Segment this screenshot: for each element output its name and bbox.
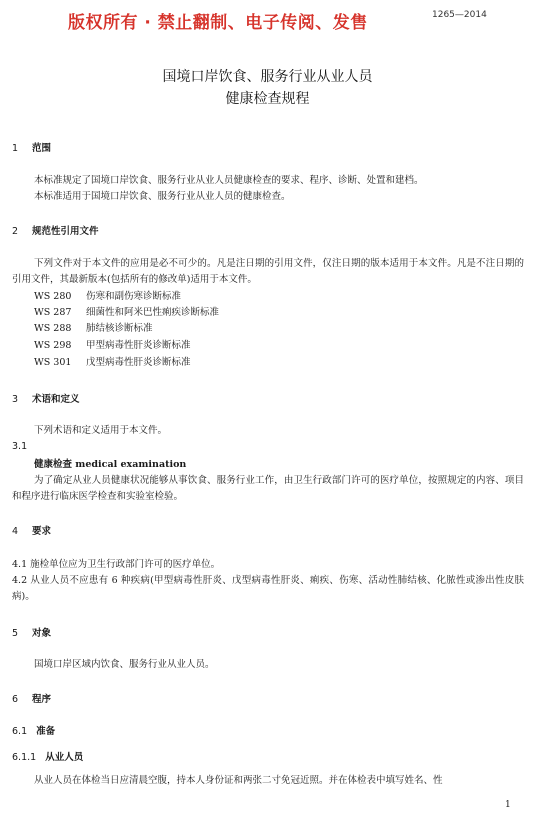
reference-code: WS 280 [34, 291, 72, 302]
page-subtitle: 健康检查规程 [225, 91, 310, 107]
clause: 4.2 从业人员不应患有 6 种疾病(甲型病毒性肝炎、戊型病毒性肝炎、痢疾、伤寒、活动性肺结核、化脓性或渗出性皮肤病)。 [12, 575, 524, 602]
reference-title: 伤寒和副伤寒诊断标准 [86, 291, 182, 302]
subsection-title: 准备 [36, 726, 56, 737]
reference-code: WS 301 [34, 357, 72, 368]
reference-item [34, 289, 181, 305]
subsection-number: 3.1 [12, 441, 28, 452]
paragraph: 从业人员在体检当日应清晨空腹，持本人身份证和两张二寸免冠近照。并在体检表中填写姓名、性 [34, 775, 443, 786]
section-number: 2 [12, 226, 19, 237]
section-number: 1 [12, 143, 19, 154]
section-heading-scope [12, 140, 51, 154]
paragraph: 下列文件对于本文件的应用是必不可少的。凡是注日期的引用文件，仅注日期的版本适用于本文件。凡是不注日期的引用文件，其最新版本(包括所有的修改单)适用于本文件。 [12, 258, 524, 285]
reference-item [34, 321, 153, 337]
clause: 4.1 施检单位应为卫生行政部门许可的医疗单位。 [12, 559, 221, 570]
section-number: 6 [12, 694, 19, 705]
section-heading-normative-references [12, 223, 99, 237]
reference-title: 肺结核诊断标准 [86, 323, 153, 334]
watermark: 版权所有 · 禁止翻制、电子传阅、发售 [68, 13, 368, 33]
reference-item [34, 305, 219, 321]
subsection-heading [12, 723, 55, 737]
reference-code: WS 298 [34, 340, 72, 351]
section-number: 5 [12, 628, 19, 639]
reference-title: 甲型病毒性肝炎诊断标准 [86, 340, 191, 351]
subsection-number: 6.1.1 [12, 752, 37, 763]
reference-code: WS 288 [34, 323, 72, 334]
section-heading-procedure [12, 691, 51, 705]
section-title: 程序 [32, 694, 52, 705]
reference-code: WS 287 [34, 307, 72, 318]
section-title: 术语和定义 [32, 394, 80, 405]
section-number: 4 [12, 526, 19, 537]
paragraph: 本标准适用于国境口岸饮食、服务行业从业人员的健康检查。 [34, 191, 291, 202]
section-title: 范围 [32, 143, 52, 154]
section-heading-requirements [12, 523, 51, 537]
section-title: 规范性引用文件 [32, 226, 99, 237]
section-heading-terms [12, 391, 80, 405]
paragraph: 下列术语和定义适用于本文件。 [34, 425, 168, 436]
reference-title: 戊型病毒性肝炎诊断标准 [86, 357, 191, 368]
reference-item [34, 355, 191, 371]
subsection-number: 6.1 [12, 726, 28, 737]
section-title: 要求 [32, 526, 52, 537]
term-definition: 为了确定从业人员健康状况能够从事饮食、服务行业工作，由卫生行政部门许可的医疗单位，按照规定的内容、项目和程序进行临床医学检查和实验室检验。 [12, 475, 524, 502]
paragraph: 本标准规定了国境口岸饮食、服务行业从业人员健康检查的要求、程序、诊断、处置和建档。 [34, 175, 424, 186]
section-heading-subjects [12, 625, 51, 639]
section-title: 对象 [32, 628, 52, 639]
section-number: 3 [12, 394, 19, 405]
subsection-title: 从业人员 [45, 752, 84, 763]
paragraph: 国境口岸区域内饮食、服务行业从业人员。 [34, 659, 215, 670]
standard-number: 1265—2014 [432, 10, 487, 20]
page-title: 国境口岸饮食、服务行业从业人员 [162, 69, 373, 85]
reference-item [34, 338, 191, 354]
reference-title: 细菌性和阿米巴性痢疾诊断标准 [86, 307, 220, 318]
subsection-heading [12, 749, 83, 763]
term-entry: 健康检查 medical examination [34, 459, 187, 470]
page-number: 1 [505, 800, 511, 810]
